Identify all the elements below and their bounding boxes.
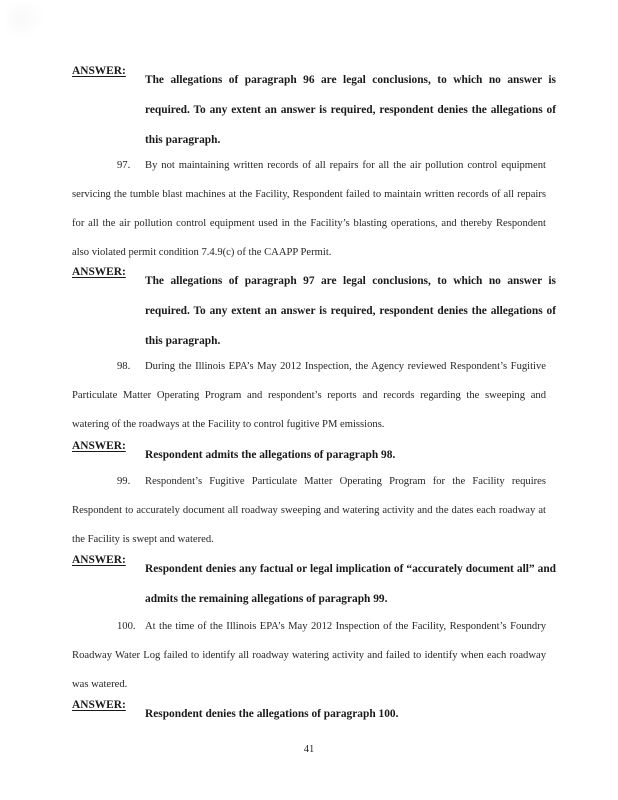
paragraph-number: 100. [117, 621, 136, 632]
paragraph-99 [72, 467, 546, 554]
paragraph-text: During the Illinois EPA’s May 2012 Inspection, the Agency reviewed Respondent’s Fugitive Particulate Matter Operating Program and respondent’s reports and records regarding the sweeping and watering of the roadways at the Facility to control fugitive PM emissions. [72, 361, 546, 430]
paragraph-97 [72, 151, 546, 267]
answer-label: ANSWER: [72, 440, 126, 452]
paragraph-number: 98. [117, 361, 131, 372]
paragraph-text: By not maintaining written records of all repairs for all the air pollution control equipment servicing the tumble blast machines at the Facility, Respondent failed to maintain written records of all repairs for all the air pollution control equipment used in the Facility’s blasting operations, and thereby Respondent also violated permit condition 7.4.9(c) of the CAAPP Permit. [72, 160, 546, 258]
answer-label: ANSWER: [72, 699, 126, 711]
answer-text: Respondent denies any factual or legal implication of “accurately document all” and admits the remaining allegations of paragraph 99. [145, 563, 556, 605]
answer-label: ANSWER: [72, 65, 126, 77]
paragraph-text: Respondent’s Fugitive Particulate Matter Operating Program for the Facility requires Respondent to accurately document all roadway sweeping and watering activity and the dates each roadway at the Facility is swept and watered. [72, 476, 546, 545]
paragraph-text: At the time of the Illinois EPA’s May 2012 Inspection of the Facility, Respondent’s Foundry Roadway Water Log failed to identify all roadway watering activity and failed to identify when each roadway was watered. [72, 621, 546, 690]
answer-text: Respondent admits the allegations of paragraph 98. [145, 449, 396, 461]
answer-text: The allegations of paragraph 97 are legal conclusions, to which no answer is required. To any extent an answer is required, respondent denies the allegations of this paragraph. [145, 275, 556, 347]
scan-artifact [6, 4, 46, 40]
paragraph-100 [72, 612, 546, 699]
paragraph-number: 97. [117, 160, 131, 171]
answer-text: Respondent denies the allegations of paragraph 100. [145, 708, 399, 720]
answer-text: The allegations of paragraph 96 are legal conclusions, to which no answer is required. To any extent an answer is required, respondent denies the allegations of this paragraph. [145, 74, 556, 146]
paragraph-number: 99. [117, 476, 131, 487]
page-number: 41 [303, 744, 315, 755]
paragraph-98 [72, 352, 546, 439]
answer-label: ANSWER: [72, 266, 126, 278]
answer-label: ANSWER: [72, 554, 126, 566]
